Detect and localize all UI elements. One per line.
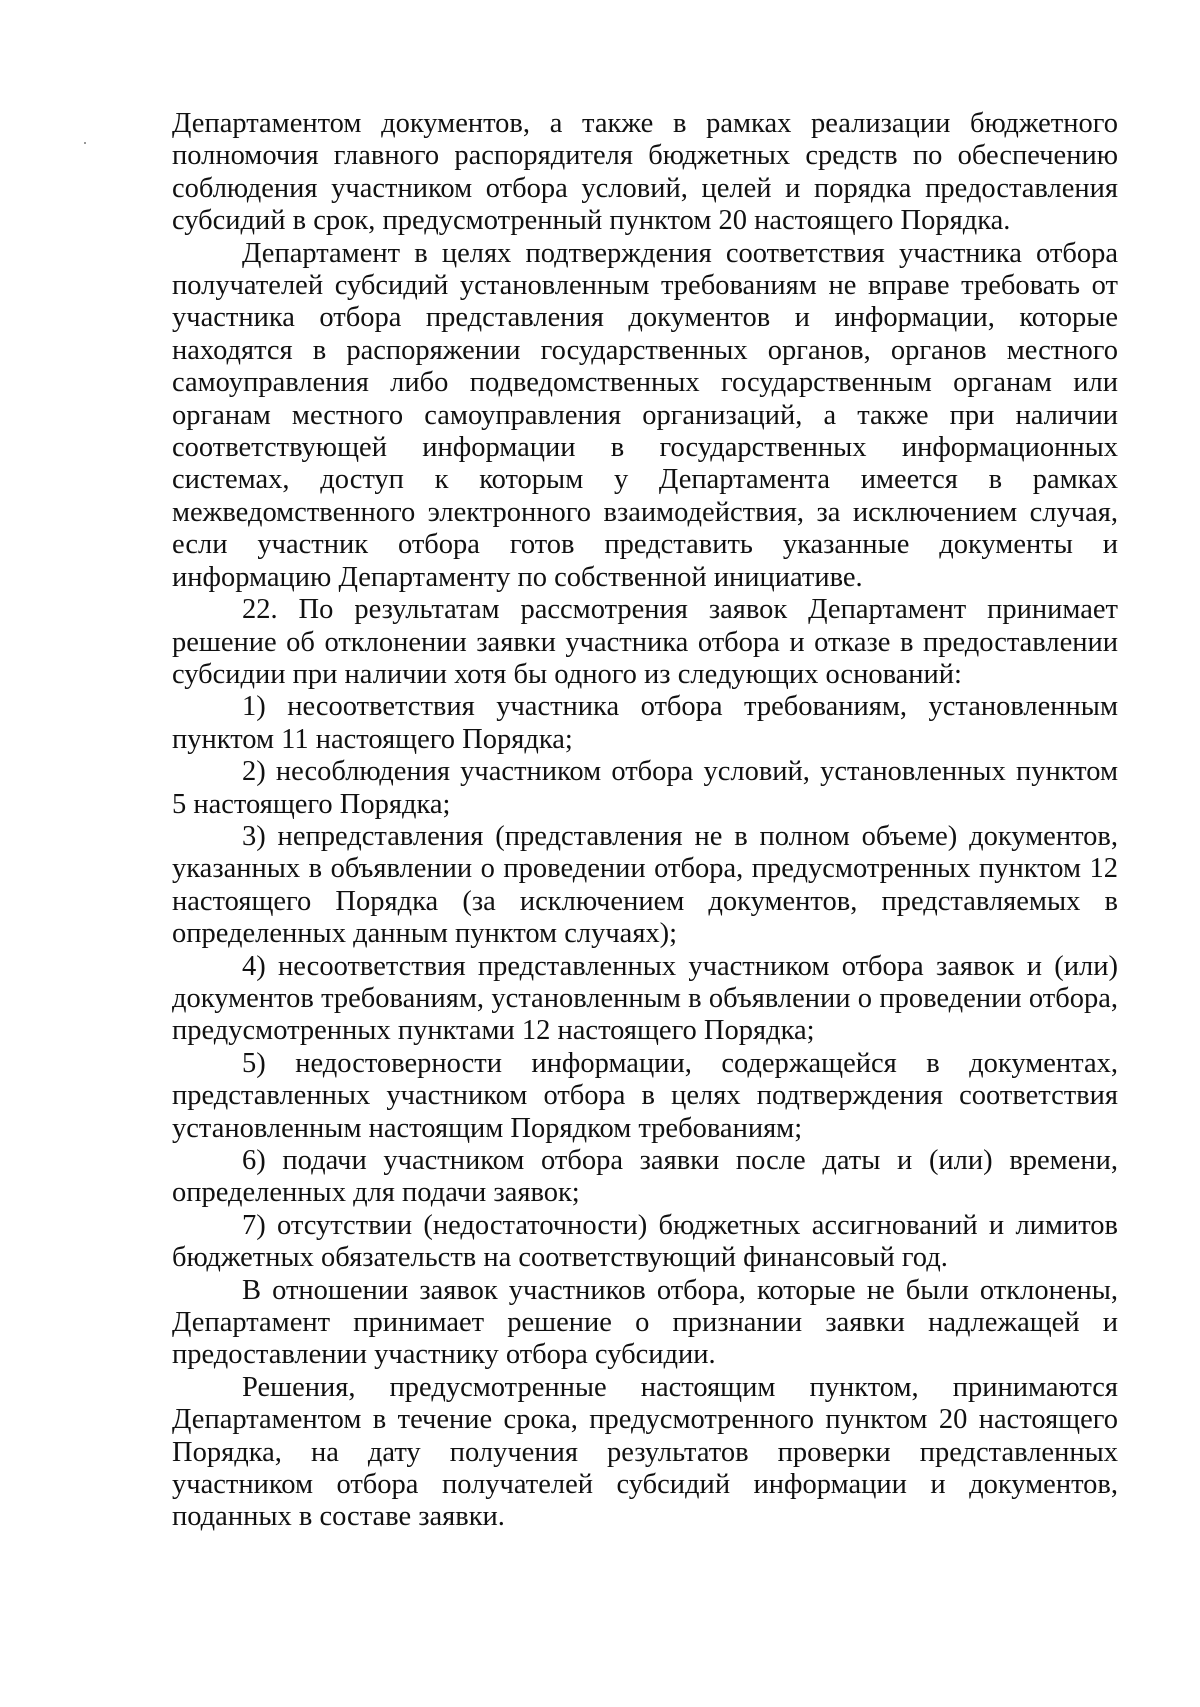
paragraph-not-rejected: В отношении заявок участников отбора, которые не были отклонены, Департамент принимает решение о признании заявки надлежащей и предоставлении участнику отбора субсидии. (172, 1274, 1118, 1371)
paragraph-continuation: Департаментом документов, а также в рамках реализации бюджетного полномочия главного распорядителя бюджетных средств по обеспечению соблюдения участником отбора условий, целей и порядка предоставления субсидий в срок, предусмотренный пунктом 20 настоящего Порядка. (172, 108, 1118, 237)
list-item-6: 6) подачи участником отбора заявки после даты и (или) времени, определенных для подачи заявок; (172, 1145, 1118, 1209)
paragraph-item-22: 22. По результатам рассмотрения заявок Департамент принимает решение об отклонении заявки участника отбора и отказе в предоставлении субсидии при наличии хотя бы одного из следующих оснований: (172, 594, 1118, 690)
list-item-3: 3) непредставления (представления не в полном объеме) документов, указанных в объявлении о проведении отбора, предусмотренных пунктом 12 настоящего Порядка (за исключением документов, представляемых в определенных данным пунктом случаях); (172, 820, 1118, 950)
list-item-5: 5) недостоверности информации, содержащейся в документах, представленных участником отбора в целях подтверждения соответствия установленным настоящим Порядком требованиям; (172, 1047, 1118, 1144)
paragraph-decisions: Решения, предусмотренные настоящим пунктом, принимаются Департаментом в течение срока, предусмотренного пунктом 20 настоящего Порядка, на дату получения результатов проверки представленных участником отбора получателей субсидий информации и документов, поданных в составе заявки. (172, 1371, 1118, 1533)
scan-speck (84, 142, 86, 144)
list-item-7: 7) отсутствии (недостаточности) бюджетных ассигнований и лимитов бюджетных обязательств на соответствующий финансовый год. (172, 1209, 1118, 1274)
paragraph-department-verification: Департамент в целях подтверждения соответствия участника отбора получателей субсидий установленным требованиям не вправе требовать от участника отбора представления документов и информации, которые находятся в распоряжении государственных органов, органов местного самоуправления либо подведомственных государственным органам или органам местного самоуправления организаций, а также при наличии соответствующей информации в государственных информационных системах, доступ к которым у Департамента имеется в рамках межведомственного электронного взаимодействия, за исключением случая, если участник отбора готов представить указанные документы и информацию Департаменту по собственной инициативе. (172, 237, 1118, 593)
document-body (172, 108, 1118, 1534)
list-item-1: 1) несоответствия участника отбора требованиям, установленным пунктом 11 настоящего Порядка; (172, 691, 1118, 755)
list-item-2: 2) несоблюдения участником отбора условий, установленных пунктом 5 настоящего Порядка; (172, 756, 1118, 820)
list-item-4: 4) несоответствия представленных участником отбора заявок и (или) документов требованиям, установленным в объявлении о проведении отбора, предусмотренных пунктами 12 настоящего Порядка; (172, 950, 1118, 1047)
